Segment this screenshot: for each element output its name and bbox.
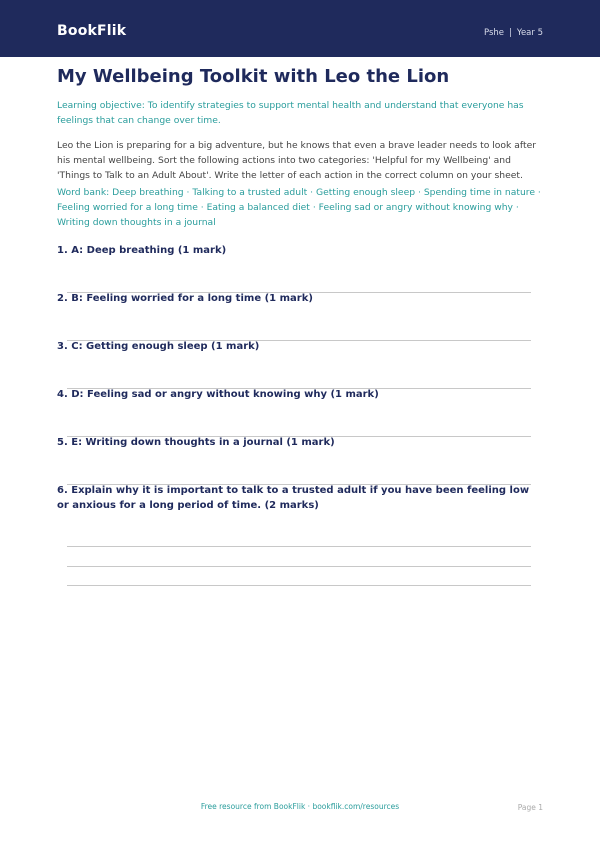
year-label: Year 5 bbox=[516, 28, 543, 38]
instructions: Leo the Lion is preparing for a big adventure, but he knows that even a brave leader needs to look after his mental wellbeing. Sort the following actions into two categories: 'Helpful for my Wellbeing' and 'Things to Talk to an Adult About'. Write the letter of each action in the correct column on your sheet. bbox=[57, 140, 537, 181]
brand-logo: BookFlik bbox=[57, 23, 127, 39]
answer-line-6b[interactable] bbox=[67, 566, 531, 567]
answer-line-6a[interactable] bbox=[67, 546, 531, 547]
word-bank: Word bank: Deep breathing · Talking to a trusted adult · Getting enough sleep · Spending time in nature · Feeling worried for a long time · Eating a balanced diet · Feeling sad or angry without knowing why · Writing down thoughts in a journal bbox=[57, 187, 541, 228]
question-6: 6. Explain why it is important to talk to a trusted adult if you have been feeling low or anxious for a long period of time. (2 marks) bbox=[57, 485, 530, 511]
subject-label: Pshe bbox=[483, 28, 505, 38]
footer-credit: Free resource from BookFlik · bookflik.com/resources bbox=[200, 802, 400, 811]
question-5: 5. E: Writing down thoughts in a journal (1 mark) bbox=[57, 437, 335, 448]
answer-line-6c[interactable] bbox=[67, 585, 531, 586]
subject-year bbox=[484, 28, 543, 38]
header-bar bbox=[0, 0, 600, 57]
question-2: 2. B: Feeling worried for a long time (1 mark) bbox=[57, 293, 313, 304]
question-4: 4. D: Feeling sad or angry without knowing why (1 mark) bbox=[57, 389, 379, 400]
meta-separator: | bbox=[509, 28, 512, 38]
question-1: 1. A: Deep breathing (1 mark) bbox=[57, 245, 227, 256]
page-number: Page 1 bbox=[517, 803, 543, 812]
worksheet-title: My Wellbeing Toolkit with Leo the Lion bbox=[57, 66, 450, 87]
question-3: 3. C: Getting enough sleep (1 mark) bbox=[57, 341, 260, 352]
learning-objective: Learning objective: To identify strategies to support mental health and understand that everyone has feelings that can change over time. bbox=[57, 100, 524, 126]
